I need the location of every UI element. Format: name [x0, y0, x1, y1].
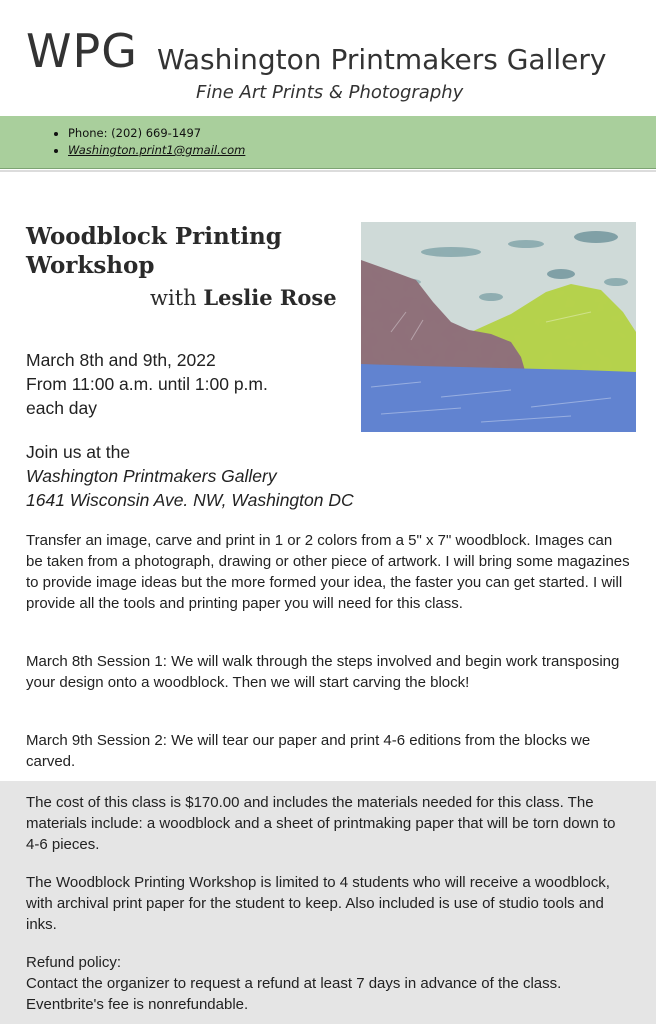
event-dates	[26, 348, 268, 420]
instructor-line	[150, 284, 337, 312]
with-prefix: with	[150, 286, 197, 310]
date-line3: each day	[26, 398, 98, 418]
artwork-svg	[361, 222, 636, 432]
venue-name: Washington Printmakers Gallery	[26, 466, 277, 486]
refund-heading: Refund policy:	[26, 954, 122, 971]
date-line2: From 11:00 a.m. until 1:00 p.m.	[26, 374, 268, 394]
gallery-name: Washington Printmakers Gallery	[157, 43, 607, 76]
join-text: Join us at the	[26, 442, 131, 462]
contact-bar	[0, 116, 656, 169]
session1-paragraph: March 8th Session 1: We will walk through the steps involved and begin work transposing your design onto a woodblock. Then we will start carving the block!	[26, 653, 620, 691]
header-divider	[0, 170, 656, 172]
logo[interactable]: WPG	[26, 24, 138, 78]
phone-item: • Phone: (202) 669-1497	[68, 125, 245, 142]
site-header	[0, 0, 656, 116]
date-line1: March 8th and 9th, 2022	[26, 350, 216, 370]
event-title	[26, 222, 336, 280]
venue-address: 1641 Wisconsin Ave. NW, Washington DC	[26, 490, 354, 510]
event-location	[26, 440, 354, 512]
refund-text: Contact the organizer to request a refund at least 7 days in advance of the class. Eventbrite's fee is nonrefundable.	[26, 975, 562, 1013]
session2-paragraph: March 9th Session 2: We will tear our paper and print 4-6 editions from the blocks we carved.	[26, 732, 591, 770]
description-paragraph: Transfer an image, carve and print in 1 or 2 colors from a 5" x 7" woodblock. Images can be taken from a photograph, drawing or other piece of artwork. I will bring some magazines to provide image ideas but the more formed your idea, the faster you can get started. I will provide all the tools and printing paper you will need for this class.	[26, 532, 630, 612]
tagline: Fine Art Prints & Photography	[196, 82, 464, 103]
refund-paragraph	[26, 952, 631, 1015]
event-title-line2: Workshop	[26, 252, 155, 279]
email-item	[68, 142, 245, 159]
email-link[interactable]: Washington.print1@gmail.com	[68, 143, 246, 157]
limit-paragraph: The Woodblock Printing Workshop is limited to 4 students who will receive a woodblock, with archival print paper for the student to keep. Also included is use of studio tools and inks.	[26, 874, 610, 933]
cost-paragraph: The cost of this class is $170.00 and includes the materials needed for this class. The materials include: a woodblock and a sheet of printmaking paper that will be torn down to 4-6 pieces.	[26, 794, 616, 853]
contact-list	[0, 125, 245, 159]
woodblock-print-image	[361, 222, 636, 432]
event-title-line1: Woodblock Printing	[26, 223, 282, 250]
instructor-name: Leslie Rose	[203, 285, 337, 310]
